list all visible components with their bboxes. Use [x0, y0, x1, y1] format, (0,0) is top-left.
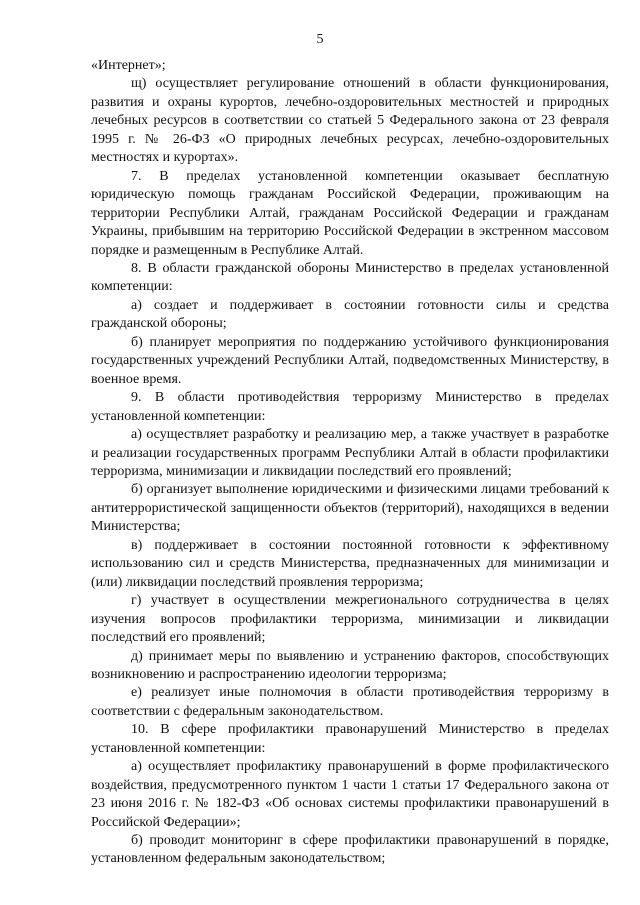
paragraph-section-10: 10. В сфере профилактики правонарушений Министерство в пределах установленной компетенции: — [91, 722, 609, 756]
paragraph-section-7: 7. В пределах установленной компетенции оказывает бесплатную юридическую помощь гражданам Российской Федерации, проживающим на территории Республики Алтай, гражданам Российской Федерации и гражданам Украины, прибывшим на территорию Российской Федерации в экстренном массовом порядке и размещенным в Республике Алтай. — [91, 168, 609, 258]
paragraph-8-b: б) планирует мероприятия по поддержанию устойчивого функционирования государственных учреждений Республики Алтай, подведомственных Министерству, в военное время. — [91, 334, 609, 387]
page-number: 5 — [316, 32, 324, 47]
paragraph-item-shch: щ) осуществляет регулирование отношений в области функционирования, развития и охраны курортов, лечебно-оздоровительных местностей и природных лечебных ресурсов в соответствии со статьей 5 Федерального закона от 23 февраля 1995 г. № 26-ФЗ «О природных лечебных ресурсах, лечебно-оздоровительных местностях и курортах». — [91, 76, 609, 166]
paragraph-continuation: «Интернет»; — [91, 58, 166, 73]
document-body — [91, 57, 609, 869]
paragraph-9-e: е) реализует иные полномочия в области противодействия терроризму в соответствии с федеральным законодательством. — [91, 685, 609, 719]
paragraph-10-a: а) осуществляет профилактику правонарушений в форме профилактического воздействия, предусмотренного пунктом 1 части 1 статьи 17 Федерального закона от 23 июня 2016 г. № 182-ФЗ «Об основах системы профилактики правонарушений в Российской Федерации»; — [91, 759, 609, 830]
paragraph-9-g: г) участвует в осуществлении межрегионального сотрудничества в целях изучения вопросов профилактики терроризма, минимизации и ликвидации последствий его проявлений; — [91, 593, 609, 646]
paragraph-9-d: д) принимает меры по выявлению и устранению факторов, способствующих возникновению и распространению идеологии терроризма; — [91, 648, 609, 682]
paragraph-section-9: 9. В области противодействия терроризму Министерство в пределах установленной компетенции: — [91, 390, 609, 424]
paragraph-9-b: б) организует выполнение юридическими и физическими лицами требований к антитеррористической защищенности объектов (территорий), находящихся в ведении Министерства; — [91, 482, 609, 535]
paragraph-section-8: 8. В области гражданской обороны Министерство в пределах установленной компетенции: — [91, 260, 609, 295]
paragraph-10-b: б) проводит мониторинг в сфере профилактики правонарушений в порядке, установленном федеральным законодательством; — [91, 833, 609, 867]
paragraph-9-a: а) осуществляет разработку и реализацию мер, а также участвует в разработке и реализации государственных программ Республики Алтай в области профилактики терроризма, минимизации и ликвидации последствий его проявлений; — [91, 427, 609, 479]
paragraph-9-v: в) поддерживает в состоянии постоянной готовности к эффективному использованию сил и средств Министерства, предназначенных для минимизации и (или) ликвидации последствий проявления терроризма; — [91, 537, 609, 590]
paragraph-8-a: а) создает и поддерживает в состоянии готовности силы и средства гражданской обороны; — [91, 297, 609, 332]
